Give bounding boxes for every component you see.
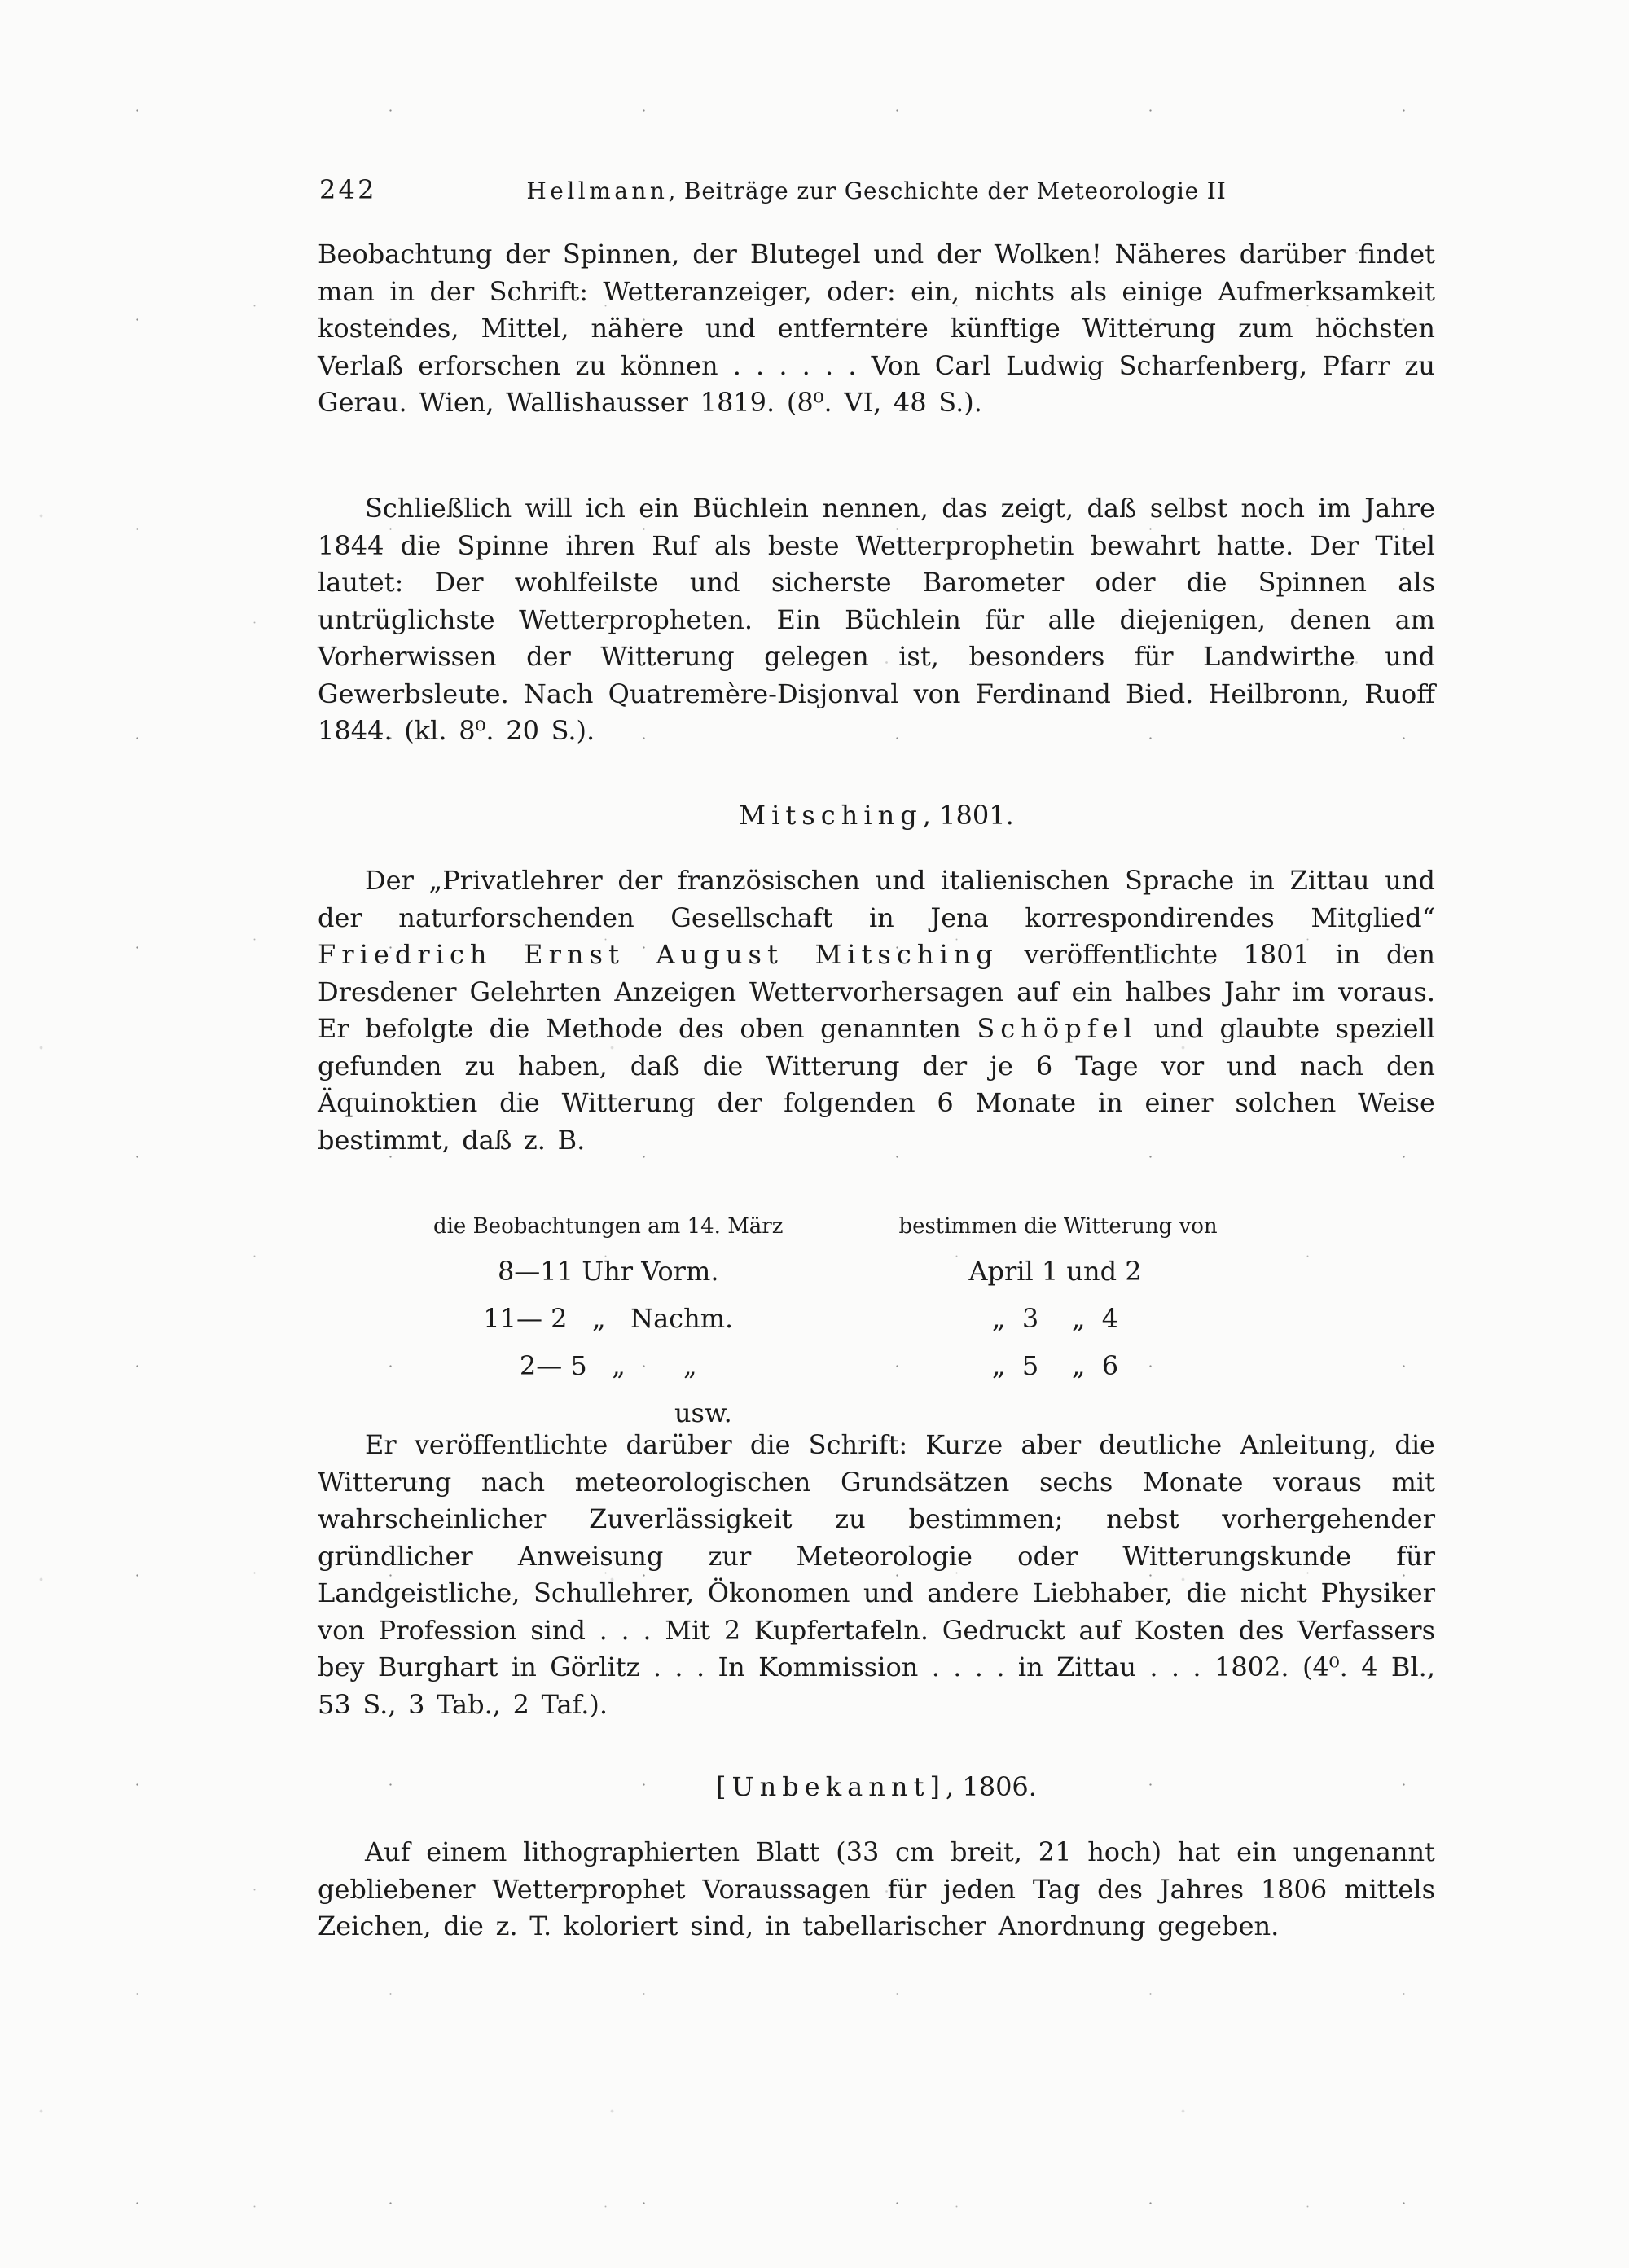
table-row	[318, 1253, 1435, 1290]
table-cell-observation: 11— 2 „ Nachm.	[483, 1303, 734, 1334]
page-number: 242	[319, 174, 377, 205]
forecast-table	[318, 1210, 1435, 1432]
person-name-mitsching: Friedrich Ernst August Mitsching	[318, 939, 999, 970]
paragraph-segment: veröffentlichte 1801 in den Dresdener Gelehrten Anzeigen Wettervorhersagen auf ein halbes Jahr im voraus. Er befolgte die Methode des oben genannten	[318, 939, 1435, 1044]
table-row	[318, 1348, 1435, 1384]
heading-name: Mitsching	[739, 800, 923, 831]
heading-name: [Unbekannt]	[716, 1771, 946, 1802]
table-header-row	[318, 1210, 1435, 1243]
paragraph-mitsching	[318, 862, 1435, 1159]
heading-year: , 1801.	[922, 800, 1014, 831]
paragraph-segment: und glaubte speziell gefunden zu haben, daß die Witterung der je 6 Tage vor und nach den Äquinoktien die Witterung der folgenden 6 Monate in einer solchen Weise bestimmt, daß z. B.	[318, 1013, 1435, 1156]
running-head-rest: , Beiträge zur Geschichte der Meteorologie II	[668, 178, 1227, 204]
table-cell-observation: 2— 5 „ „	[519, 1350, 697, 1381]
table-cell-observation: 8—11 Uhr Vorm.	[497, 1256, 719, 1287]
table-footer-usw: usw.	[674, 1397, 732, 1428]
person-name-schoepfel: Schöpfel	[977, 1013, 1138, 1044]
paragraph-bied: Schließlich will ich ein Büchlein nennen, das zeigt, daß selbst noch im Jahre 1844 die Spinne ihren Ruf als beste Wetterprophetin bewahrt hatte. Der Titel lautet: Der wohlfeilste und sicherste Barometer oder die Spinnen als untrüglichste Wetterpropheten. Ein Büchlein für alle diejenigen, denen am Vorherwissen der Witterung gelegen ist, besonders für Landwirthe und Gewerbsleute. Nach Quatremère-Disjonval von Ferdinand Bied. Heilbronn, Ruoff 1844. (kl. 8⁰. 20 S.).	[318, 493, 1435, 746]
running-head	[318, 178, 1435, 204]
table-header-left: die Beobachtungen am 14. März	[432, 1214, 784, 1239]
paragraph-anleitung: Er veröffentlichte darüber die Schrift: Kurze aber deutliche Anleitung, die Witterung nach meteorologischen Grundsätzen sechs Monate voraus mit wahrscheinlicher Zuverlässigkeit zu bestimmen; nebst vorhergehender gründlicher Anweisung zur Meteorologie oder Witterungskunde für Landgeistliche, Schullehrer, Ökonomen und andere Liebhaber, die nicht Physiker von Profession sind . . . Mit 2 Kupfertafeln. Gedruckt auf Kosten des Verfassers bey Burghart in Görlitz . . . In Kommission . . . . in Zittau . . . 1802. (4⁰. 4 Bl., 53 S., 3 Tab., 2 Taf.).	[318, 1429, 1435, 1720]
paragraph-segment: Der „Privatlehrer der französischen und italienischen Sprache in Zittau und der naturforschenden Gesellschaft in Jena korrespondirendes Mitglied“	[318, 865, 1435, 933]
paragraph-scharfenberg: Beobachtung der Spinnen, der Blutegel und der Wolken! Näheres darüber findet man in der Schrift: Wetteranzeiger, oder: ein, nichts als einige Aufmerksamkeit kostendes, Mittel, nähere und entferntere künftige Witterung zum höchsten Verlaß erforschen zu können . . . . . . Von Carl Ludwig Scharfenberg, Pfarr zu Gerau. Wien, Wallishausser 1819. (8⁰. VI, 48 S.).	[318, 239, 1435, 418]
heading-year: , 1806.	[946, 1771, 1037, 1802]
table-cell-forecast: „ 5 „ 6	[991, 1350, 1119, 1381]
paragraph-unbekannt: Auf einem lithographierten Blatt (33 cm breit, 21 hoch) hat ein ungenannt gebliebener Wetterprophet Voraussagen für jeden Tag des Jahres 1806 mittels Zeichen, die z. T. koloriert sind, in tabellarischer Anordnung gegeben.	[318, 1836, 1435, 1941]
section-heading-unbekannt	[318, 1769, 1435, 1805]
table-header-right: bestimmen die Witterung von	[898, 1214, 1218, 1239]
table-row	[318, 1301, 1435, 1337]
table-cell-forecast: April 1 und 2	[968, 1256, 1142, 1287]
running-head-author: Hellmann	[526, 178, 669, 204]
section-heading-mitsching	[318, 797, 1435, 834]
table-cell-forecast: „ 3 „ 4	[991, 1303, 1119, 1334]
